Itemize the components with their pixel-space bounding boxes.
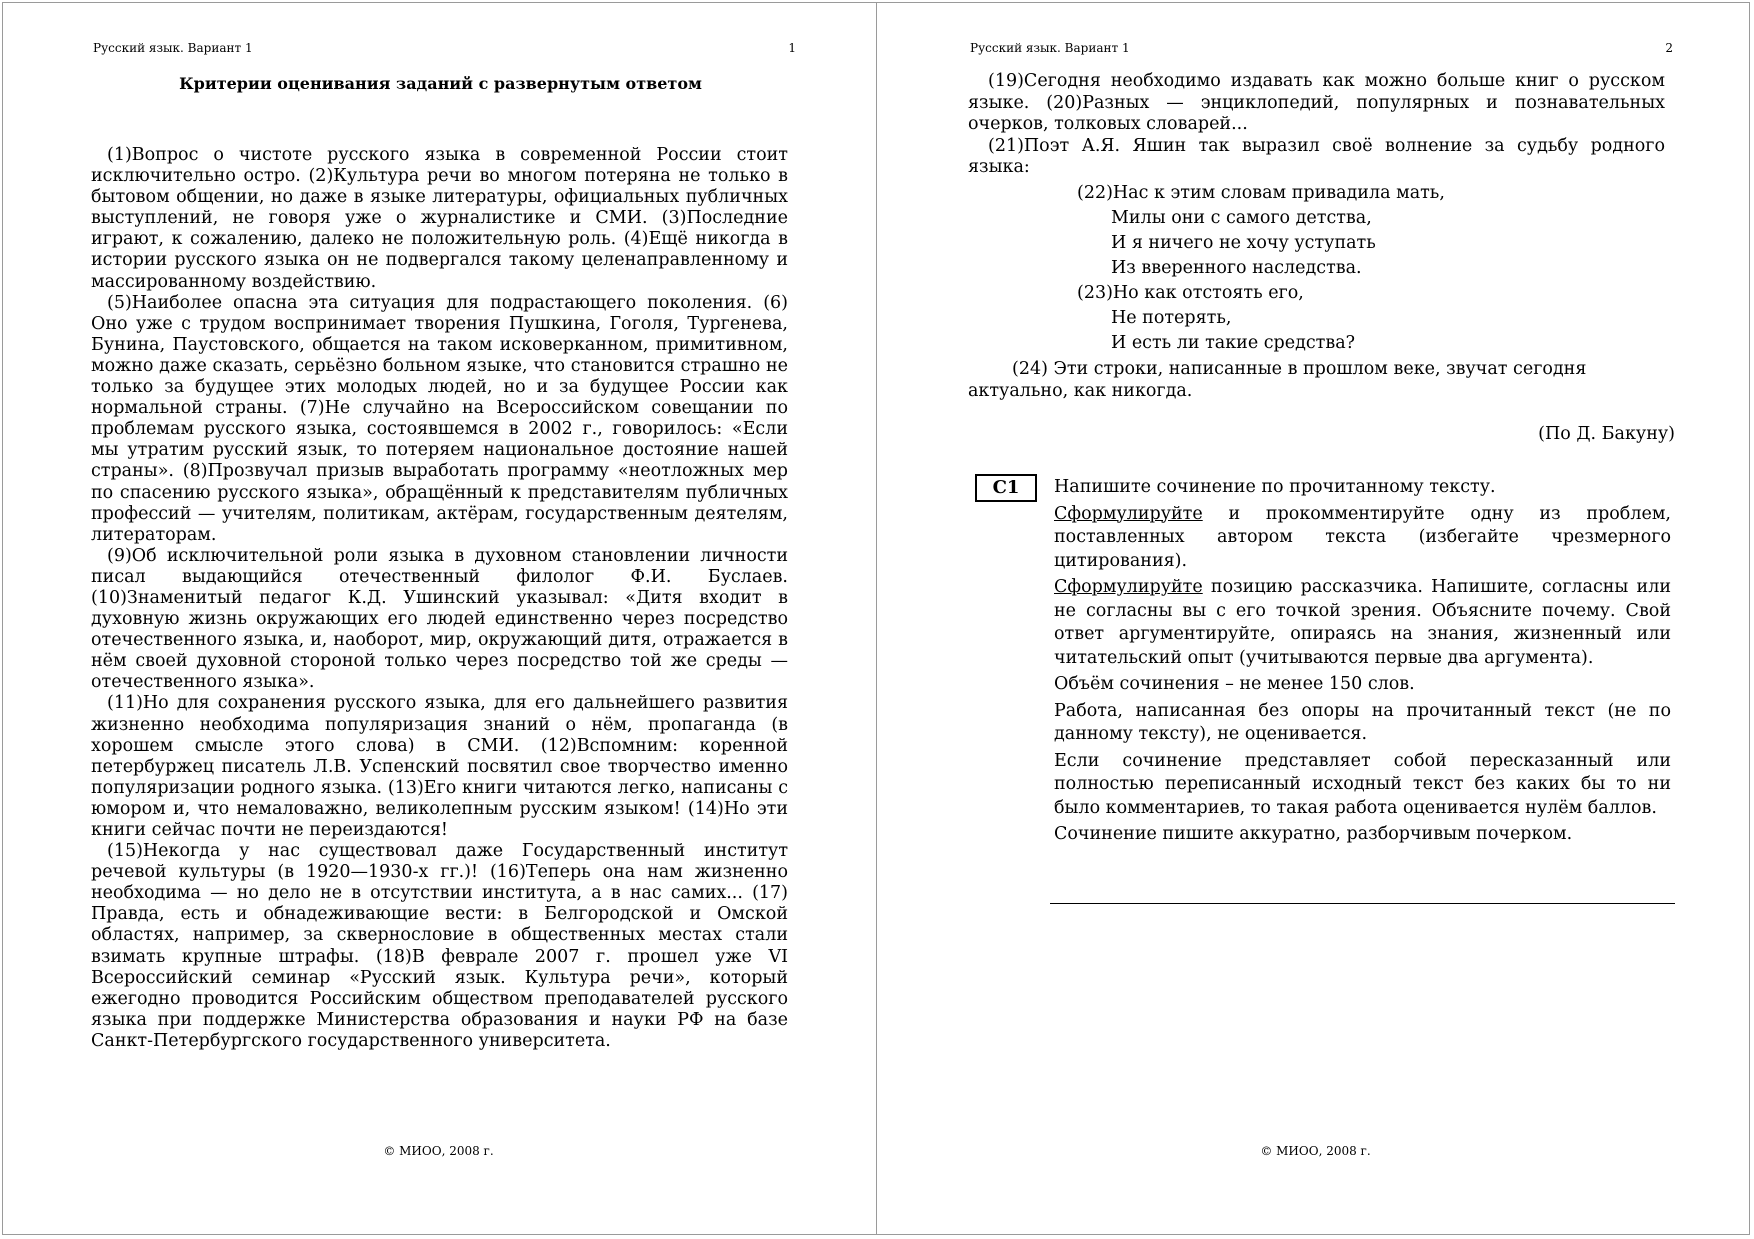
- poem-line: Не потерять,: [1111, 308, 1232, 328]
- running-header-title: Русский язык. Вариант 1: [970, 41, 1130, 55]
- task-label-box: C1: [975, 474, 1037, 502]
- page-number: 1: [788, 41, 796, 55]
- task-intro: Напишите сочинение по прочитанному тексту.: [1054, 477, 1496, 497]
- page-number: 2: [1665, 41, 1673, 55]
- paragraph: (9)Об исключительной роли языка в духовном становлении личности писал выдающийся отечественный филолог Ф.И. Буслаев. (10)Знаменитый педагог К.Д. Ушинский указывал: «Дитя входит в духовную жизнь окружающих его людей единственно через посредство отечественного языка, и, наоборот, мир, окружающий дитя, отражается в нём своей духовной стороной только через посредство той же среды — отечественного языка».: [91, 545, 788, 693]
- task-no-basis: Работа, написанная без опоры на прочитанный текст (не по данному тексту), не оценивается.: [1054, 700, 1671, 744]
- emphasis-word: Сформулируйте: [1054, 577, 1203, 597]
- poem-line: И есть ли такие средства?: [1111, 333, 1356, 353]
- task-item-position: [1054, 576, 1671, 670]
- emphasis-word: Сформулируйте: [1054, 503, 1203, 524]
- poem-line: (23)Но как отстоять его,: [1077, 283, 1304, 303]
- running-header-title: Русский язык. Вариант 1: [93, 41, 253, 55]
- section-title: Критерии оценивания заданий с развернутым ответом: [179, 74, 702, 93]
- paragraph: (19)Сегодня необходимо издавать как можно больше книг о русском языке. (20)Разных — энциклопедий, популярных и познавательных очерков, толковых словарей...: [968, 71, 1665, 134]
- task-item-text: позицию рассказчика. Напишите, согласны или не согласны вы с его точкой зрения. Объясните почему. Свой ответ аргументируйте, опираясь на знания, жизненный или читательский опыт (учитываются первые два аргумента).: [1054, 577, 1671, 668]
- paragraph: (1)Вопрос о чистоте русского языка в современной России стоит исключительно остро. (2)Культура речи во многом потеряна не только в бытовом общении, но даже в языке литературы, официальных публичных выступлений, не говоря уже о журналистике и СМИ. (3)Последние играют, к сожалению, далеко не положительную роль. (4)Ещё никогда в истории русского языка он не подвергался такому целенаправленному и массированному воздействию.: [91, 145, 788, 292]
- task-retell: Если сочинение представляет собой пересказанный или полностью переписанный исходный текст без каких бы то ни было комментариев, то такая работа оценивается нулём баллов.: [1054, 750, 1671, 818]
- task-item-text: и прокомментируйте одну из проблем, поставленных автором текста (избегайте чрезмерного цитирования).: [1054, 503, 1671, 571]
- text-body: [91, 145, 788, 1052]
- text-body: [968, 71, 1665, 179]
- poem-quote: [1077, 181, 1445, 356]
- page-footer: © МИОО, 2008 г.: [1260, 1144, 1371, 1158]
- closing-paragraph: [968, 359, 1665, 402]
- task-item-problem: [1054, 503, 1671, 574]
- page-footer: © МИОО, 2008 г.: [383, 1144, 494, 1158]
- paragraph: (5)Наиболее опасна эта ситуация для подрастающего поколения. (6) Оно уже с трудом воспринимает творения Пушкина, Гоголя, Тургенева, Бунина, Паустовского, общается на таком исковерканном, примитивном, можно даже сказать, серьёзно больном языке, что становится страшно не только за будущее этих молодых людей, но и за будущее России как нормальной страны. (7)Не случайно на Всероссийском совещании по проблемам русского языка, состоявшемся в 2002 г., говорилось: «Если мы утратим русский язык, то потеряем национальное достояние нашей страны». (8)Прозвучал призыв выработать программу «неотложных мер по спасению русского языка», обращённый к представителям публичных профессий — учителям, политикам, актёрам, государственным деятелям, литераторам.: [91, 292, 788, 545]
- task-instructions: [1054, 476, 1671, 850]
- poem-line: Милы они с самого детства,: [1111, 208, 1372, 228]
- paragraph: (15)Некогда у нас существовал даже Государственный институт речевой культуры (в 1920—1930-х гг.)! (16)Теперь она нам жизненно необходима — но дело не в отсутствии института, а в нас самих... (17) Правда, есть и обнадеживающие вести: в Белгородской и Омской областях, например, за сквернословие в общественных местах стали взимать крупные штрафы. (18)В феврале 2007 г. прошел уже VI Всероссийский семинар «Русский язык. Культура речи», который ежегодно проводится Российским обществом преподавателей русского языка при поддержке Министерства образования и науки РФ на базе Санкт-Петербургского государственного университета.: [91, 841, 788, 1051]
- task-neat: Сочинение пишите аккуратно, разборчивым почерком.: [1054, 824, 1573, 844]
- page-2: [877, 0, 1754, 1239]
- task-underline: [1050, 903, 1675, 904]
- paragraph: (24) Эти строки, написанные в прошлом веке, звучат сегодня актуально, как никогда.: [968, 359, 1587, 401]
- task-volume: Объём сочинения – не менее 150 слов.: [1054, 674, 1415, 694]
- paragraph: (11)Но для сохранения русского языка, для его дальнейшего развития жизненно необходима популяризация знаний о нём, пропаганда (в хорошем смысле этого слова) в СМИ. (12)Вспомним: коренной петербуржец писатель Л.В. Успенский посвятил свое творчество именно популяризации родного языка. (13)Его книги читаются легко, написаны с юмором и, что немаловажно, великолепным русским языком! (14)Но эти книги сейчас почти не переиздаются!: [91, 693, 788, 840]
- text-source: (По Д. Бакуну): [1538, 424, 1675, 444]
- poem-line: Из вверенного наследства.: [1111, 258, 1362, 278]
- poem-line: (22)Нас к этим словам привадила мать,: [1077, 183, 1445, 203]
- paragraph: (21)Поэт А.Я. Яшин так выразил своё волнение за судьбу родного языка:: [968, 135, 1665, 177]
- poem-line: И я ничего не хочу уступать: [1111, 233, 1376, 253]
